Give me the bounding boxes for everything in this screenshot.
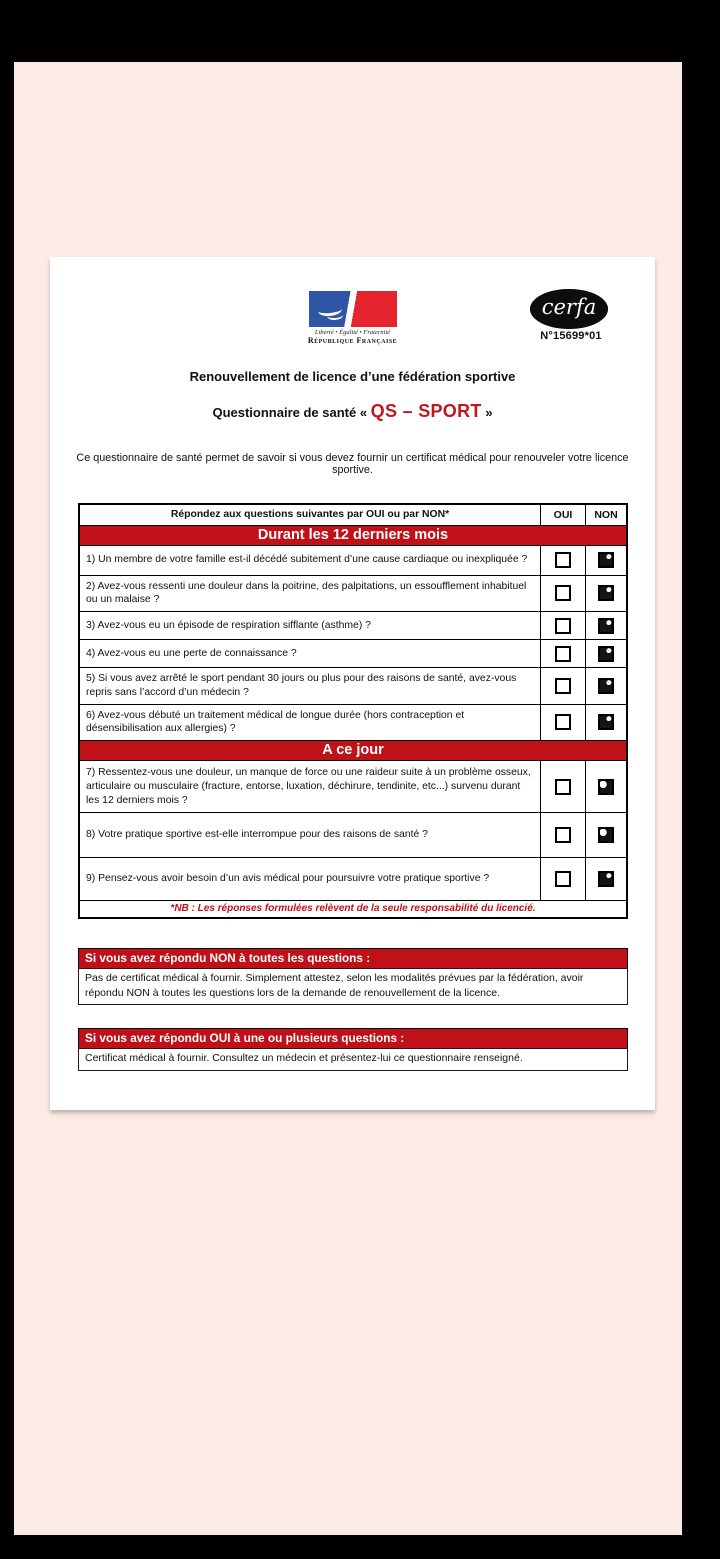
checkbox-oui-q2[interactable] <box>555 585 571 601</box>
notice-oui-title: Si vous avez répondu OUI à une ou plusieurs questions : <box>78 1028 628 1048</box>
checkbox-non-q7[interactable] <box>598 779 614 795</box>
cell-non-q3 <box>585 612 626 639</box>
table-footnote: *NB : Les réponses formulées relèvent de la seule responsabilité du licencié. <box>80 900 626 917</box>
questionnaire-table <box>78 503 628 919</box>
checkbox-oui-q3[interactable] <box>555 618 571 634</box>
question-text-q3: 3) Avez-vous eu un épisode de respiration sifflante (asthme) ? <box>80 612 541 639</box>
table-header-row <box>80 505 626 525</box>
french-flag-icon <box>309 291 397 327</box>
section-band: A ce jour <box>80 740 626 761</box>
checkbox-oui-q4[interactable] <box>555 646 571 662</box>
checkbox-non-q3[interactable] <box>598 618 614 634</box>
cell-oui-q2 <box>541 576 585 611</box>
question-text-q8: 8) Votre pratique sportive est-elle interrompue pour des raisons de santé ? <box>80 813 541 857</box>
intro-text: Ce questionnaire de santé permet de savoir si vous devez fournir un certificat médical pour renouveler votre licence sportive. <box>76 452 629 476</box>
question-text-q6: 6) Avez-vous débuté un traitement médical de longue durée (hors contraception et désensibilisation aux allergies) ? <box>80 705 541 740</box>
question-text-q7: 7) Ressentez-vous une douleur, un manque de force ou une raideur suite à un problème osseux, articulaire ou musculaire (fracture, entorse, luxation, déchirure, tendinite, etc...) survenu durant les 12 derniers mois ? <box>80 761 541 812</box>
cell-non-q9 <box>585 858 626 900</box>
question-text-q4: 4) Avez-vous eu une perte de connaissance ? <box>80 640 541 667</box>
checkbox-non-q6[interactable] <box>598 714 614 730</box>
table-header-oui: OUI <box>553 508 573 521</box>
question-text-q9: 9) Pensez-vous avoir besoin d’un avis médical pour poursuivre votre pratique sportive ? <box>80 858 541 900</box>
subtitle-prefix: Questionnaire de santé « <box>212 405 371 420</box>
table-row-q4 <box>80 639 626 667</box>
document-subtitle <box>50 401 655 422</box>
question-text-q1: 1) Un membre de votre famille est-il décédé subitement d’une cause cardiaque ou inexpliquée ? <box>80 546 541 575</box>
checkbox-non-q9[interactable] <box>598 871 614 887</box>
table-header-question: Répondez aux questions suivantes par OUI ou par NON* <box>80 505 541 525</box>
logo-name: République Française <box>307 336 398 345</box>
checkbox-non-q2[interactable] <box>598 585 614 601</box>
cerfa-form-number: N°15699*01 <box>540 330 602 342</box>
document-title: Renouvellement de licence d’une fédération sportive <box>189 369 516 384</box>
question-text-q5: 5) Si vous avez arrêté le sport pendant 30 jours ou plus pour des raisons de santé, avez-vous repris sans l’accord d’un médecin ? <box>80 668 541 703</box>
cerfa-logo-text: cerfa <box>541 295 597 319</box>
checkbox-non-q1[interactable] <box>598 552 614 568</box>
cell-oui-q1 <box>541 546 585 575</box>
table-row-q2 <box>80 575 626 611</box>
table-row-q1 <box>80 546 626 575</box>
cell-non-q2 <box>585 576 626 611</box>
table-row-q6 <box>80 704 626 740</box>
checkbox-oui-q6[interactable] <box>555 714 571 730</box>
table-header-non: NON <box>585 505 626 525</box>
cerfa-logo-block <box>530 289 612 342</box>
cell-non-q8 <box>585 813 626 857</box>
notice-oui-body: Certificat médical à fournir. Consultez un médecin et présentez-lui ce questionnaire renseigné. <box>78 1048 628 1070</box>
cell-non-q5 <box>585 668 626 703</box>
cell-oui-q6 <box>541 705 585 740</box>
notice-non-title: Si vous avez répondu NON à toutes les questions : <box>78 948 628 968</box>
cell-oui-q9 <box>541 858 585 900</box>
checkbox-non-q4[interactable] <box>598 646 614 662</box>
cell-non-q6 <box>585 705 626 740</box>
cell-oui-q8 <box>541 813 585 857</box>
notice-answered-non <box>78 948 628 1005</box>
republique-francaise-logo <box>298 291 408 345</box>
cell-non-q7 <box>585 761 626 812</box>
table-row-q9 <box>80 857 626 900</box>
checkbox-oui-q1[interactable] <box>555 552 571 568</box>
table-row-q8 <box>80 812 626 857</box>
checkbox-non-q5[interactable] <box>598 678 614 694</box>
cell-oui-q5 <box>541 668 585 703</box>
question-text-q2: 2) Avez-vous ressenti une douleur dans la poitrine, des palpitations, un essoufflement inhabituel ou un malaise ? <box>80 576 541 611</box>
cell-oui-q7 <box>541 761 585 812</box>
cell-oui-q4 <box>541 640 585 667</box>
checkbox-oui-q8[interactable] <box>555 827 571 843</box>
viewer-background <box>14 62 682 1535</box>
cell-non-q1 <box>585 546 626 575</box>
section-band: Durant les 12 derniers mois <box>80 525 626 546</box>
subtitle-suffix: » <box>481 405 493 420</box>
document-page <box>50 257 655 1110</box>
checkbox-non-q8[interactable] <box>598 827 614 843</box>
checkbox-oui-q9[interactable] <box>555 871 571 887</box>
notice-non-body: Pas de certificat médical à fournir. Simplement attestez, selon les modalités prévues par la fédération, avoir répondu NON à toutes les questions lors de la demande de renouvellement de la licence. <box>78 968 628 1005</box>
cerfa-oval-icon <box>530 289 608 329</box>
table-row-q5 <box>80 667 626 703</box>
checkbox-oui-q5[interactable] <box>555 678 571 694</box>
logo-motto: Liberté • Égalité • Fraternité <box>314 329 391 336</box>
table-row-q3 <box>80 611 626 639</box>
cell-oui-q3 <box>541 612 585 639</box>
subtitle-accent: QS – SPORT <box>370 401 482 421</box>
notice-answered-oui <box>78 1028 628 1070</box>
cell-non-q4 <box>585 640 626 667</box>
table-row-q7 <box>80 761 626 812</box>
document-header <box>50 291 655 347</box>
checkbox-oui-q7[interactable] <box>555 779 571 795</box>
